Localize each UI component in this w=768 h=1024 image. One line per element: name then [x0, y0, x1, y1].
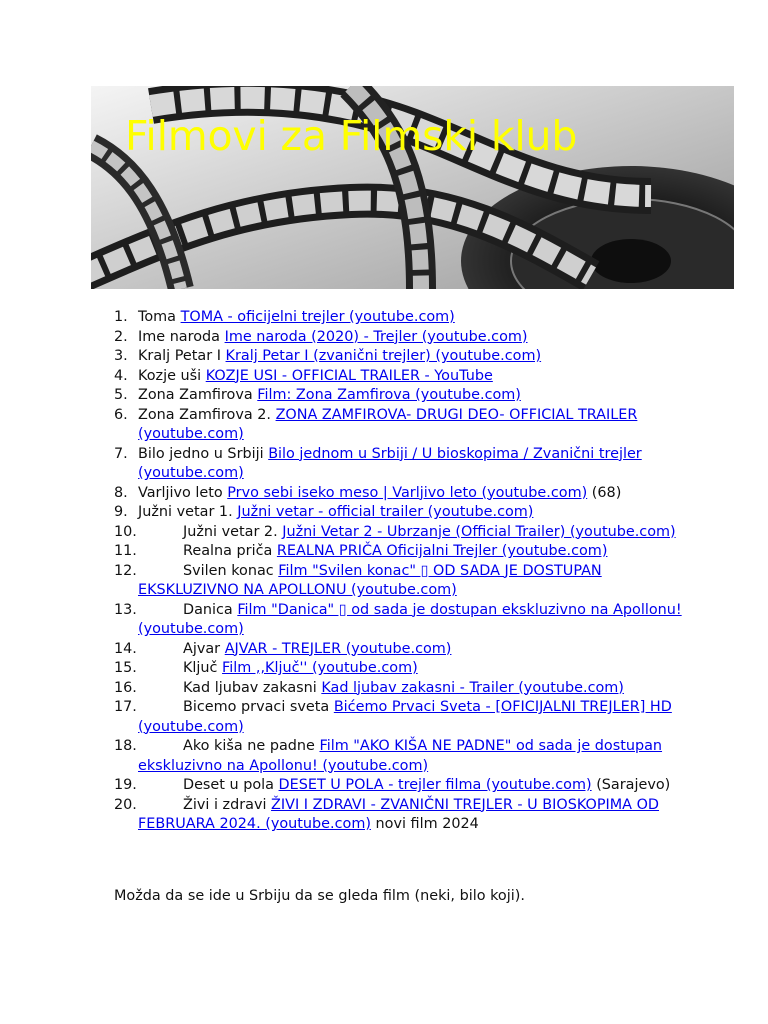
list-item [0, 737, 683, 776]
list-item [0, 406, 683, 445]
list-item-number: 2. [114, 328, 128, 345]
list-item [0, 367, 683, 387]
list-item-number: 16. [114, 679, 137, 696]
trailer-link[interactable]: Kralj Petar I (zvanični trejler) (youtube.com) [225, 348, 542, 364]
list-item-number: 18. [114, 738, 137, 754]
film-note: (Sarajevo) [596, 777, 671, 793]
list-item [0, 679, 683, 699]
trailer-link[interactable]: Film "AKO KIŠA NE PADNE" od sada je dostupan ekskluzivno na Apollonu! (youtube.com) [138, 738, 663, 774]
trailer-link[interactable]: KOZJE USI - OFFICIAL TRAILER - YouTube [205, 367, 493, 384]
film-reel-banner [91, 86, 734, 289]
list-item-number: 7. [114, 445, 128, 462]
list-item [0, 386, 683, 406]
film-title: Bicemo prvaci sveta [183, 699, 330, 715]
film-title: Svilen konac [183, 562, 274, 579]
list-item-number: 6. [114, 406, 128, 423]
film-note: novi film 2024 [375, 816, 479, 832]
list-item-number: 3. [114, 348, 128, 364]
list-item [0, 776, 683, 796]
film-title: Zona Zamfirova 2. [138, 406, 271, 423]
footer-note: Možda da se ide u Srbiju da se gleda film (neki, bilo koji). [114, 888, 525, 904]
film-title: Danica [183, 601, 233, 618]
film-title: Deset u pola [183, 777, 274, 793]
film-title: Kozje uši [138, 367, 202, 384]
list-item-number: 9. [114, 504, 128, 520]
trailer-link[interactable]: DESET U POLA - trejler filma (youtube.com) [278, 777, 592, 793]
list-item [0, 308, 683, 328]
film-title: Zona Zamfirova [138, 387, 253, 403]
list-item-number: 10. [114, 523, 137, 540]
list-item [0, 796, 683, 835]
film-title: Živi i zdravi [183, 796, 267, 813]
trailer-link[interactable]: Južni vetar - official trailer (youtube.com) [237, 504, 534, 520]
trailer-link[interactable]: ZONA ZAMFIROVA- DRUGI DEO- OFFICIAL TRAILER (youtube.com) [138, 406, 638, 442]
trailer-link[interactable]: Bilo jednom u Srbiji / U bioskopima / Zvanični trejler (youtube.com) [138, 445, 642, 481]
film-title: Ime naroda [138, 328, 220, 345]
list-item-number: 4. [114, 367, 128, 384]
list-item [0, 347, 683, 367]
page-title: Filmovi za Filmski klub [125, 112, 578, 160]
trailer-link[interactable]: Film ,,Ključ'' (youtube.com) [222, 660, 418, 676]
list-item-number: 1. [114, 309, 128, 325]
trailer-link[interactable]: TOMA - oficijelni trejler (youtube.com) [180, 309, 455, 325]
list-item-number: 5. [114, 387, 128, 403]
film-title: Kad ljubav zakasni [183, 679, 317, 696]
list-item-number: 12. [114, 562, 137, 579]
film-title: Realna priča [183, 543, 273, 559]
list-item-number: 20. [114, 796, 137, 813]
list-item-number: 13. [114, 601, 137, 618]
trailer-link[interactable]: Film "Svilen konac" ▯ OD SADA JE DOSTUPAN EKSKLUZIVNO NA APOLLONU (youtube.com) [138, 562, 602, 598]
list-item-number: 11. [114, 543, 137, 559]
film-title: Ajvar [183, 640, 221, 657]
trailer-link[interactable]: Južni Vetar 2 - Ubrzanje (Official Trailer) (youtube.com) [282, 523, 676, 540]
trailer-link[interactable]: Film: Zona Zamfirova (youtube.com) [257, 387, 521, 403]
film-title: Bilo jedno u Srbiji [138, 445, 264, 462]
film-title: Ključ [183, 660, 218, 676]
list-item [0, 562, 683, 601]
trailer-link[interactable]: Bićemo Prvaci Sveta - [OFICIJALNI TREJLER] HD (youtube.com) [138, 699, 672, 735]
list-item [0, 698, 683, 737]
list-item-number: 17. [114, 699, 137, 715]
list-item-number: 14. [114, 640, 137, 657]
list-item [0, 601, 683, 640]
list-item [0, 484, 683, 504]
trailer-link[interactable]: Film "Danica" ▯ od sada je dostupan ekskluzivno na Apollonu! (youtube.com) [138, 601, 682, 637]
trailer-link[interactable]: REALNA PRIČA Oficijalni Trejler (youtube.com) [276, 543, 608, 559]
trailer-link[interactable]: Ime naroda (2020) - Trejler (youtube.com) [224, 328, 528, 345]
film-title: Toma [138, 309, 176, 325]
list-item [0, 523, 683, 543]
list-item [0, 640, 683, 660]
film-title: Kralj Petar I [138, 348, 221, 364]
trailer-link[interactable]: Kad ljubav zakasni - Trailer (youtube.com) [321, 679, 624, 696]
list-item [0, 328, 683, 348]
list-item-number: 15. [114, 660, 137, 676]
list-item [0, 445, 683, 484]
trailer-link[interactable]: Prvo sebi iseko meso | Varljivo leto (youtube.com) [227, 484, 588, 501]
list-item-number: 19. [114, 777, 137, 793]
list-item [0, 542, 683, 562]
list-item [0, 503, 683, 523]
film-title: Južni vetar 1. [138, 504, 233, 520]
trailer-link[interactable]: AJVAR - TREJLER (youtube.com) [224, 640, 452, 657]
film-note: (68) [591, 484, 622, 501]
film-title: Varljivo leto [138, 484, 223, 501]
film-list [0, 308, 768, 835]
film-title: Južni vetar 2. [183, 523, 278, 540]
film-title: Ako kiša ne padne [183, 738, 315, 754]
list-item-number: 8. [114, 484, 128, 501]
list-item [0, 659, 683, 679]
trailer-link[interactable]: ŽIVI I ZDRAVI - ZVANIČNI TREJLER - U BIOSKOPIMA OD FEBRUARA 2024. (youtube.com) [138, 796, 660, 832]
